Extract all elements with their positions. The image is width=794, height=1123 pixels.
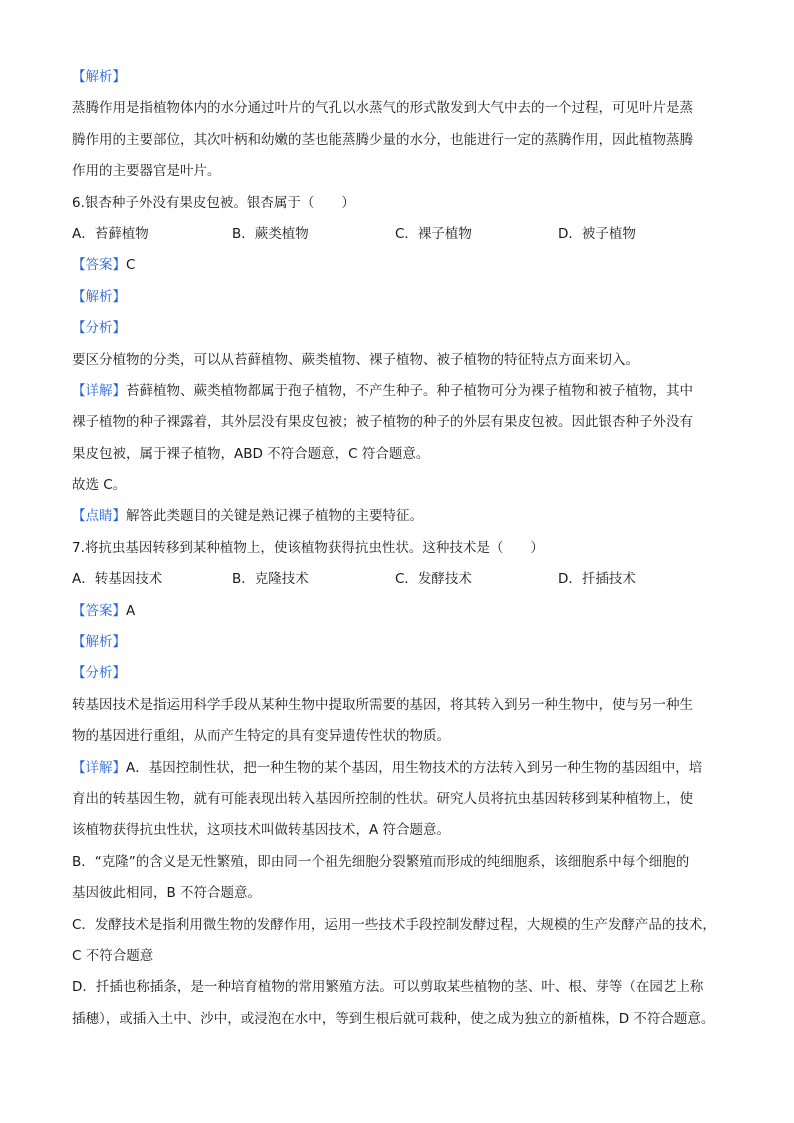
- explanation-text-line: 蒸腾作用是指植物体内的水分通过叶片的气孔以水蒸气的形式散发到大气中去的一个过程，可见叶片是蒸: [72, 100, 693, 117]
- question-7-answer: 【答案】A: [72, 602, 136, 619]
- explanation-text-line: 作用的主要器官是叶片。: [72, 163, 221, 180]
- question-6-explanation-label: 【解析】: [72, 288, 126, 305]
- question-7-detail-line: C．发酵技术是指利用微生物的发酵作用，运用一些技术手段控制发酵过程，大规模的生产发酵产品的技术，: [72, 916, 716, 933]
- answer-value: A: [126, 602, 136, 619]
- question-6-analysis-text: 要区分植物的分类，可以从苔藓植物、蕨类植物、裸子植物、被子植物的特征特点方面来切入。: [72, 351, 639, 368]
- question-6-select: 故选 C。: [72, 477, 127, 494]
- document-page: [72, 62, 724, 1035]
- explanation-label: 【解析】: [72, 69, 126, 85]
- question-7-detail-line: B．“克隆”的含义是无性繁殖，即由同一个祖先细胞分裂繁殖而形成的纯细胞系，该细胞系中每个细胞的: [72, 853, 690, 870]
- question-6-detail-line: 裸子植物的种子裸露着，其外层没有果皮包被；被子植物的种子的外层有果皮包被。因此银杏种子外没有: [72, 414, 693, 431]
- question-7-analysis-line: 物的基因进行重组，从而产生特定的具有变异遗传性状的物质。: [72, 728, 450, 745]
- question-7-detail-line: 该植物获得抗虫性状，这项技术叫做转基因技术，A 符合题意。: [72, 822, 451, 839]
- question-7-detail-line: 【详解】A．基因控制性状，把一种生物的某个基因，用生物技术的方法转入到另一种生物的基因组中，培: [72, 759, 703, 776]
- option-c: C．裸子植物: [395, 225, 472, 242]
- option-b: B．克隆技术: [232, 571, 309, 588]
- question-6-answer: 【答案】C: [72, 257, 136, 274]
- option-c: C．发酵技术: [395, 571, 472, 588]
- question-6-detail-line: 果皮包被，属于裸子植物，ABD 不符合题意，C 符合题意。: [72, 445, 430, 462]
- option-d: D．被子植物: [558, 225, 636, 242]
- question-6-detail-line: 【详解】苔藓植物、蕨类植物都属于孢子植物，不产生种子。种子植物可分为裸子植物和被子植物，其中: [72, 382, 693, 399]
- option-a: A．转基因技术: [72, 571, 163, 588]
- question-6-tip: 【点睛】解答此类题目的关键是熟记裸子植物的主要特征。: [72, 508, 423, 525]
- question-6-options: [72, 219, 724, 250]
- question-7-stem: 7.将抗虫基因转移到某种植物上，使该植物获得抗虫性状。这种技术是（ ）: [72, 539, 544, 556]
- question-7-explanation-label: 【解析】: [72, 634, 126, 651]
- question-6-stem: 6.银杏种子外没有果皮包被。银杏属于（ ）: [72, 194, 355, 211]
- answer-value: C: [126, 257, 136, 274]
- option-d: D．扦插技术: [558, 571, 636, 588]
- question-7-detail-line: 插穗），或插入土中、沙中，或浸泡在水中，等到生根后就可栽种，使之成为独立的新植株，D 不符合题意。: [72, 1010, 715, 1027]
- question-7-detail-line: 育出的转基因生物，就有可能表现出转入基因所控制的性状。研究人员将抗虫基因转移到某种植物上，使: [72, 790, 693, 807]
- question-7-detail-line: D．扦插也称插条，是一种培育植物的常用繁殖方法。可以剪取某些植物的茎、叶、根、芽等（在园艺上称: [72, 979, 704, 996]
- option-a: A．苔藓植物: [72, 225, 149, 242]
- question-7-options: [72, 564, 724, 595]
- question-6-analysis-label: 【分析】: [72, 320, 126, 337]
- explanation-text-line: 腾作用的主要部位，其次叶柄和幼嫩的茎也能蒸腾少量的水分，也能进行一定的蒸腾作用，因此植物蒸腾: [72, 131, 693, 148]
- question-7-analysis-line: 转基因技术是指运用科学手段从某种生物中提取所需要的基因，将其转入到另一种生物中，使与另一种生: [72, 696, 693, 713]
- question-7-detail-line: 基因彼此相同，B 不符合题意。: [72, 885, 262, 902]
- question-7-detail-line: C 不符合题意: [72, 947, 154, 964]
- option-b: B．蕨类植物: [232, 225, 309, 242]
- question-7-analysis-label: 【分析】: [72, 665, 126, 682]
